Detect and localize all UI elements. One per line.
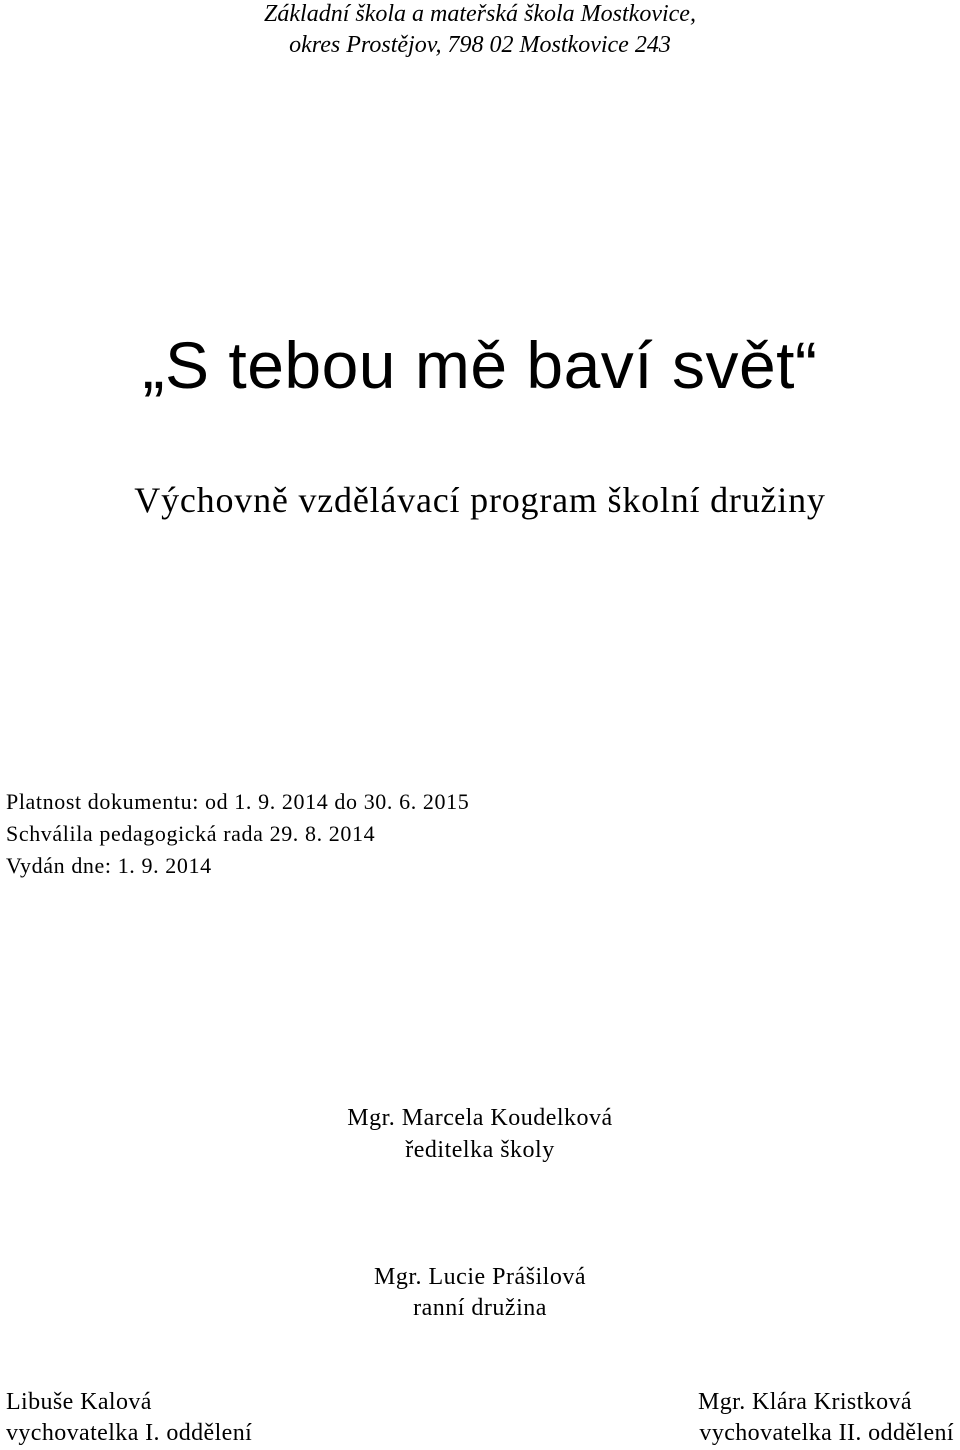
department-2-name: Mgr. Klára Kristková [698, 1389, 912, 1415]
department-2-role: vychovatelka II. oddělení [699, 1420, 954, 1446]
director-role: ředitelka školy [405, 1137, 555, 1163]
document-title: „S tebou mě baví svět“ [142, 328, 818, 402]
validity-text: Platnost dokumentu: od 1. 9. 2014 do 30. 6. 2015 [6, 789, 470, 814]
document-subtitle: Výchovně vzdělávací program školní družiny [134, 480, 826, 520]
approval-text: Schválila pedagogická rada 29. 8. 2014 [6, 821, 376, 846]
school-name-line-1: Základní škola a mateřská škola Mostkovice, [264, 1, 696, 27]
school-address-line-2: okres Prostějov, 798 02 Mostkovice 243 [289, 32, 671, 58]
morning-care-name: Mgr. Lucie Prášilová [374, 1264, 586, 1290]
department-1-name: Libuše Kalová [6, 1389, 152, 1415]
director-name: Mgr. Marcela Koudelková [347, 1105, 613, 1131]
issue-date-text: Vydán dne: 1. 9. 2014 [6, 853, 212, 878]
department-1-role: vychovatelka I. oddělení [6, 1420, 253, 1446]
morning-care-role: ranní družina [413, 1295, 547, 1321]
